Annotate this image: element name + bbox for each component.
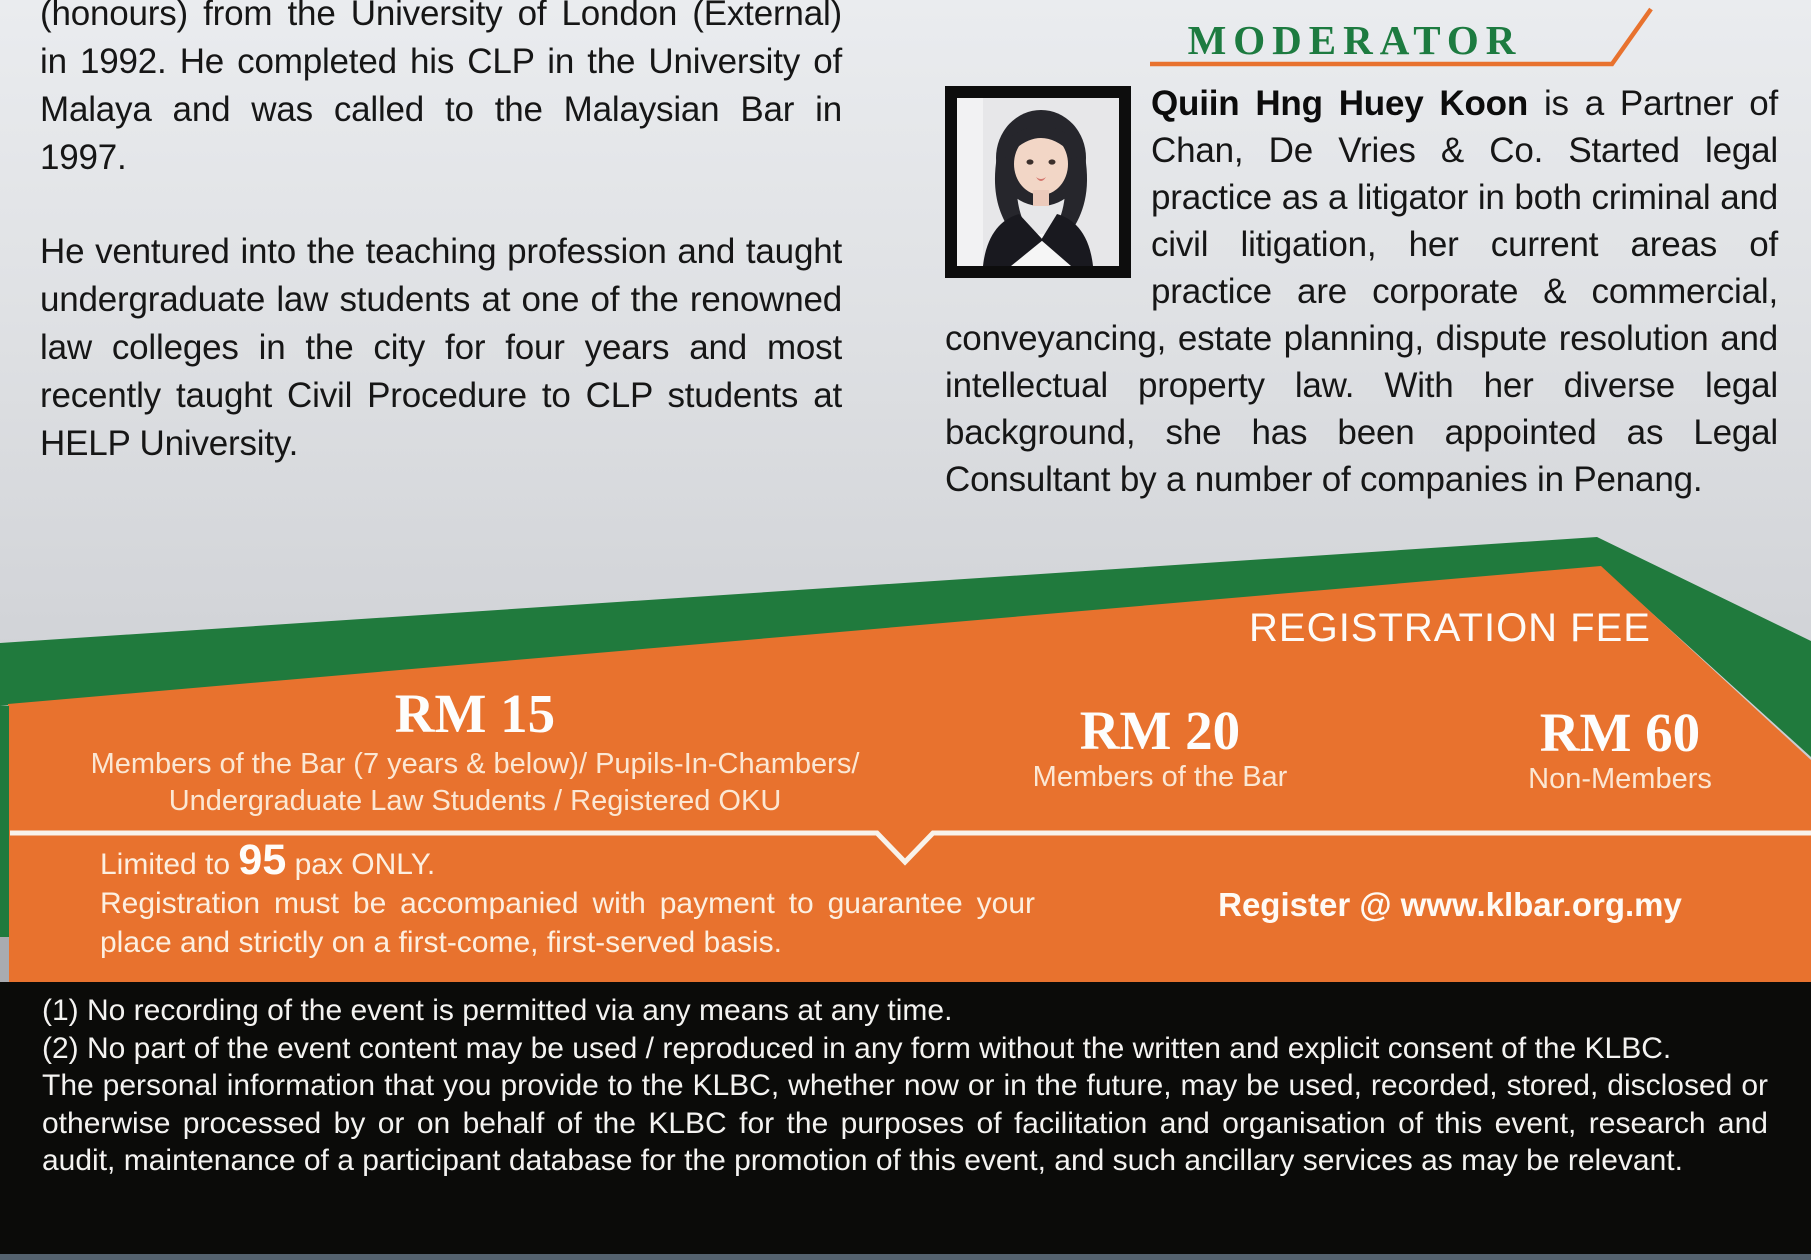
footer-bottom-strip [0,1254,1811,1260]
limited-pax-count: 95 [238,836,287,884]
speaker-bio-paragraph-2: He ventured into the teaching profession and taught undergraduate law students at one of the renowned law colleges in the city for four years and most recently taught Civil Procedure to CLP students at HELP University. [40,232,842,463]
limited-prefix: Limited to [100,848,239,881]
register-url: Register @ www.klbar.org.my [1218,886,1682,923]
moderator-bio-text: is a Partner of Chan, De Vries & Co. Started legal practice as a litigator in both criminal and civil litigation, her current areas of practice are corporate & commercial, conveyancing, estate planning, dispute resolution and intellectual property law. With her diverse legal background, she has been appointed as Legal Consultant by a number of companies in Penang. [945,84,1779,499]
fee-rm20-description: Members of the Bar [1032,761,1288,793]
fee-rm15-description: Members of the Bar (7 years & below)/ Pupils-In-Chambers/ Undergraduate Law Students / Registered OKU [90,748,860,817]
moderator-heading: MODERATOR [1187,17,1523,63]
moderator-name: Quiin Hng Huey Koon [1151,84,1529,123]
speaker-bio-paragraph-1: (honours) from the University of London (External) in 1992. He completed his CLP in the University of Malaya and was called to the Malaysian Bar in 1997. [40,0,842,177]
terms-and-conditions [42,992,1768,1180]
moderator-bio [945,80,1778,503]
fee-rm20-price: RM 20 [1079,700,1241,761]
terms-line-2: (2) No part of the event content may be used / reproduced in any form without the written and explicit consent of the KLBC. [42,1031,1672,1065]
moderator-portrait-illustration [957,98,1119,266]
terms-line-3: The personal information that you provide to the KLBC, whether now or in the future, may be used, recorded, stored, disclosed or otherwise processed by or on behalf of the KLBC for the purposes of facilitation and organisation of this event, research and audit, maintenance of a participant database for the promotion of this event, and such ancillary services as may be relevant. [42,1069,1768,1177]
left-gray-chip [0,937,9,982]
registration-limit-note [100,836,1035,962]
payment-note: Registration must be accompanied with payment to guarantee your place and strictly on a first-come, first-served basis. [100,887,1035,959]
moderator-photo [945,86,1131,278]
registration-fee-heading: REGISTRATION FEE [1249,606,1651,650]
terms-line-1: (1) No recording of the event is permitted via any means at any time. [42,994,953,1027]
fee-rm15-price: RM 15 [394,683,556,744]
fee-rm60-price: RM 60 [1539,702,1701,763]
speaker-bio [40,0,842,514]
left-green-strip [0,706,9,937]
limited-suffix: pax ONLY. [286,848,436,881]
limited-pax-line [100,836,1035,884]
fee-rm60-description: Non-Members [1528,763,1712,795]
